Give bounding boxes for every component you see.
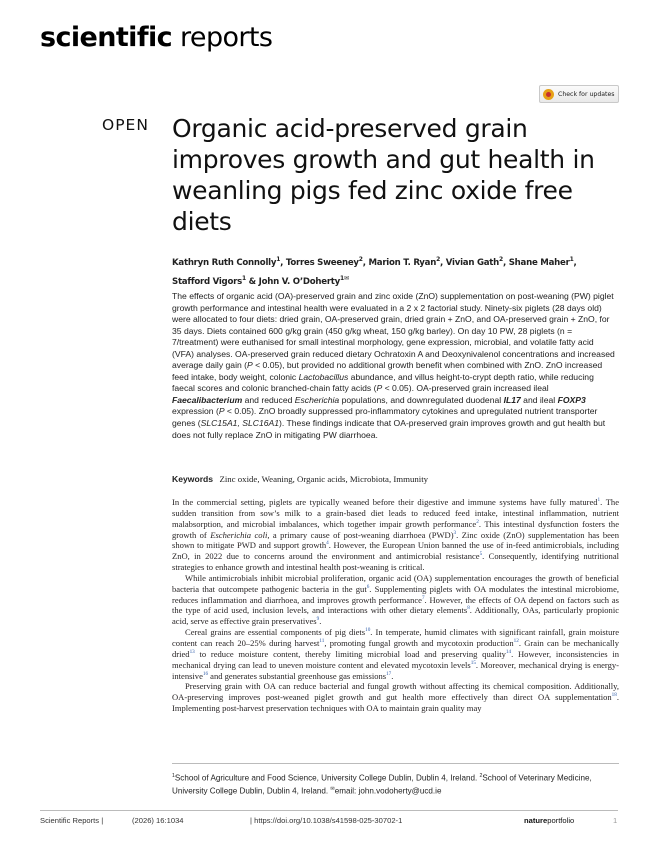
author-separator: , xyxy=(440,257,446,268)
author-separator: , xyxy=(502,257,509,268)
affiliation-marker: 1 xyxy=(569,256,574,263)
publisher-logo: natureportfolio xyxy=(524,816,575,825)
text-run: . Supplementing piglets with OA modulates the intestinal microbiome, reduces inflammation and diarrhoea, and improves growth performance xyxy=(172,583,619,605)
page-number: 1 xyxy=(613,816,618,825)
italic-text: P xyxy=(376,383,383,394)
text-run: Preserving grain with OA can reduce bacterial and fungal growth without affecting its chemical composition. Additionally, OA-preserving improves post-weaned piglet growth and gut health more effectively than direct OA supplementation xyxy=(172,681,619,703)
text-run: . Zinc oxide (ZnO) supplementation has been shown to mitigate PWD and support growth xyxy=(172,529,619,551)
reference-marker[interactable]: 11 xyxy=(319,638,325,645)
footer-divider xyxy=(40,810,618,811)
author-name[interactable]: Stafford Vigors xyxy=(172,276,242,287)
affiliation-marker: 2 xyxy=(499,256,503,263)
text-run: Cereal grains are essential components of pig diets xyxy=(185,627,366,638)
crossmark-icon xyxy=(543,89,554,100)
italic-text: Lactobacillus xyxy=(298,371,349,382)
author-separator: , xyxy=(362,257,369,268)
footer-journal: Scientific Reports | xyxy=(40,816,104,825)
author-list xyxy=(172,252,612,290)
italic-text: FOXP3 xyxy=(557,394,586,405)
affiliation-marker: 1 xyxy=(340,274,344,282)
article-title: Organic acid-preserved grain improves growth and gut health in weanling pigs fed zinc oxide free diets xyxy=(172,114,595,236)
italic-text: Escherichia coli xyxy=(210,529,268,540)
reference-marker[interactable]: 13 xyxy=(189,648,195,655)
italic-text: SLC15A1, SLC16A1 xyxy=(200,418,280,429)
text-run: . xyxy=(391,670,394,681)
text-run: . Grain can be mechanically dried xyxy=(172,637,620,659)
text-run: . Consequently, identifying nutritional strategies to enhance growth and intestinal health post-weaning is critical. xyxy=(172,551,619,573)
keywords xyxy=(172,474,617,484)
text-run: and ileal xyxy=(520,394,558,405)
text-run: < 0.05), but provided no additional growth benefit when combined with ZnO. ZnO increased feed intake, body weight, colonic xyxy=(172,360,603,382)
reference-marker[interactable]: 1 xyxy=(597,497,601,504)
journal-masthead: scientific reports xyxy=(40,22,273,53)
text-run: and generates substantial greenhouse gas emissions xyxy=(208,670,387,681)
reference-marker[interactable]: 14 xyxy=(505,648,512,655)
body-paragraph xyxy=(172,681,619,714)
reference-marker[interactable]: 6 xyxy=(366,583,370,590)
italic-text: P xyxy=(218,406,225,417)
text-run: populations, and downregulated duodenal xyxy=(339,394,504,405)
text-run: , a primary cause of post-weaning diarrhoea (PWD) xyxy=(267,529,454,540)
text-run: < 0.05). OA-preserved grain increased ileal xyxy=(382,383,549,394)
text-run: . xyxy=(319,616,322,627)
affiliations xyxy=(172,771,619,797)
text-run: . This intestinal dysfunction fosters the growth of xyxy=(172,518,619,540)
check-for-updates-label: Check for updates xyxy=(558,90,615,98)
reference-marker[interactable]: 10 xyxy=(365,627,371,634)
italic-text: P xyxy=(247,360,253,371)
text-run: . Implementing post-harvest preservation techniques with OA to maintain grain quality may xyxy=(172,692,619,714)
text-run: , promoting fungal growth and mycotoxin production xyxy=(324,637,514,648)
text-run: . In temperate, humid climates with significant rainfall, grain moisture content can reach 20–25% during harvest xyxy=(172,627,619,648)
affiliation-marker: 1 xyxy=(276,256,281,263)
text-run: . The sudden transition from sow’s milk to a grain-based diet leads to reduced feed intake, intestinal inflammation, nutrient malabsorption, and microbial imbalances, which together impair growth performance xyxy=(172,497,619,529)
keywords-label: Keywords xyxy=(172,474,214,484)
author-separator: & xyxy=(245,276,259,287)
text-run: to reduce moisture content, thereby limiting microbial load and preserving quality xyxy=(194,648,506,659)
text-run: In the commercial setting, piglets are typically weaned before their digestive and immune systems have fully matured xyxy=(172,497,598,507)
text-run: ). These findings indicate that OA-preserved grain improves growth and gut health but does not fully replace ZnO in mitigating PW diarrhoea. xyxy=(172,418,606,440)
reference-marker[interactable]: 4 xyxy=(326,540,329,547)
doi-link[interactable]: https://doi.org/10.1038/s41598-025-30702-1 xyxy=(254,816,403,825)
text-run: . However, the effects of OA depend on factors such as the type of acid used, inclusion levels, and interactions with other dietary elements xyxy=(172,594,619,616)
author-name[interactable]: Marion T. Ryan xyxy=(368,257,437,268)
body-paragraph xyxy=(172,497,619,573)
author-name[interactable]: John V. O’Doherty xyxy=(258,276,341,287)
text-run: School of Agriculture and Food Science, University College Dublin, Dublin 4, Ireland. xyxy=(174,773,480,783)
keywords-list: Zinc oxide, Weaning, Organic acids, Microbiota, Immunity xyxy=(219,474,429,484)
abstract xyxy=(172,291,617,441)
reference-marker[interactable]: 8 xyxy=(467,605,470,612)
reference-marker[interactable]: 3 xyxy=(453,529,457,536)
author-name[interactable]: Vivian Gath xyxy=(445,257,500,268)
author-name[interactable]: Shane Maher xyxy=(508,257,570,268)
text-run: expression ( xyxy=(172,406,219,417)
article-body xyxy=(172,497,619,714)
body-paragraph xyxy=(172,627,619,681)
open-access-label: OPEN xyxy=(102,116,149,134)
reference-marker[interactable]: 12 xyxy=(513,638,519,645)
affiliation-divider xyxy=(172,763,619,764)
text-run: . Additionally, OAs, particularly propionic acid, serve as effective grain preservatives xyxy=(172,605,619,627)
text-run: email: john.vodoherty@ucd.ie xyxy=(334,786,442,796)
author-name[interactable]: Torres Sweeney xyxy=(285,257,359,268)
author-separator: , xyxy=(573,257,577,268)
reference-marker[interactable]: 2 xyxy=(479,773,483,779)
text-run: . However, inconsistencies in mechanical drying can lead to uneven moisture content and elevated mycotoxin levels xyxy=(172,648,619,670)
italic-text: Faecalibacterium xyxy=(172,394,243,405)
affiliation-marker: 2 xyxy=(436,256,441,263)
italic-text: IL17 xyxy=(503,394,521,405)
italic-text: Escherichia xyxy=(294,394,340,405)
text-run: The effects of organic acid (OA)-preserved grain and zinc oxide (ZnO) supplementation on post-weaning (PW) piglet growth performance and intestinal health were evaluated in a 2 x 2 factorial study. Ninety-six piglets (28 days old) were allocated to four diets: dried grain, OA-preserved grain, dried grain + ZnO, and OA-preserved grain + ZnO, for 35 days. Diets contained 600 g/kg grain (450 g/kg wheat, 150 g/kg barley). On day 10 PW, 28 piglets (n = 7/treatment) were euthanised for small intestinal morphology, gene expression, microbial, and volatile fatty acid (VFA) analyses. OA-preserved grain reduced dietary Ochratoxin A and Deoxynivalenol concentrations and increased average daily gain ( xyxy=(172,291,615,371)
text-run: abundance, and villus height-to-crypt depth ratio, while reducing faecal scores and colonic branched-chain fatty acids ( xyxy=(172,371,594,394)
footer-doi[interactable]: | https://doi.org/10.1038/s41598-025-30702-1 xyxy=(250,816,403,825)
check-for-updates-button[interactable] xyxy=(539,85,619,103)
author-name[interactable]: Kathryn Ruth Connolly xyxy=(172,257,277,268)
reference-marker[interactable]: 5 xyxy=(479,551,483,558)
text-run: . Moreover, mechanical drying is energy-intensive xyxy=(172,659,619,681)
reference-marker[interactable]: 16 xyxy=(202,670,209,677)
reference-marker[interactable]: 9 xyxy=(316,616,320,623)
reference-marker[interactable]: 2 xyxy=(476,518,479,525)
affiliation-marker: 1 xyxy=(241,274,246,282)
reference-marker[interactable]: ✉ xyxy=(330,786,335,793)
reference-marker[interactable]: 7 xyxy=(421,594,425,601)
reference-marker[interactable]: 18 xyxy=(611,692,617,699)
author-separator: , xyxy=(280,257,286,268)
text-run: . However, the European Union banned the use of in-feed antimicrobials, including ZnO, in 2022 due to concerns around the environment and antimicrobial resistance xyxy=(172,540,620,562)
text-run: and reduced xyxy=(242,394,295,405)
text-run: School of Veterinary Medicine, University College Dublin, Dublin 4, Ireland. xyxy=(172,773,592,796)
reference-marker[interactable]: 17 xyxy=(386,670,392,677)
reference-marker[interactable]: 1 xyxy=(172,773,175,779)
text-run: While antimicrobials inhibit microbial proliferation, organic acid (OA) supplementation encourages the growth of beneficial bacteria that outcompete pathogenic bacteria in the gut xyxy=(172,572,619,594)
footer-citation: (2026) 16:1034 xyxy=(132,816,184,825)
text-run: < 0.05). ZnO broadly suppressed pro-inflammatory cytokines and upregulated nutrient transporter genes ( xyxy=(172,406,598,429)
reference-marker[interactable]: 15 xyxy=(470,659,476,666)
affiliation-marker: 2 xyxy=(358,256,363,263)
email-icon[interactable]: ✉ xyxy=(343,274,349,282)
body-paragraph xyxy=(172,573,619,627)
